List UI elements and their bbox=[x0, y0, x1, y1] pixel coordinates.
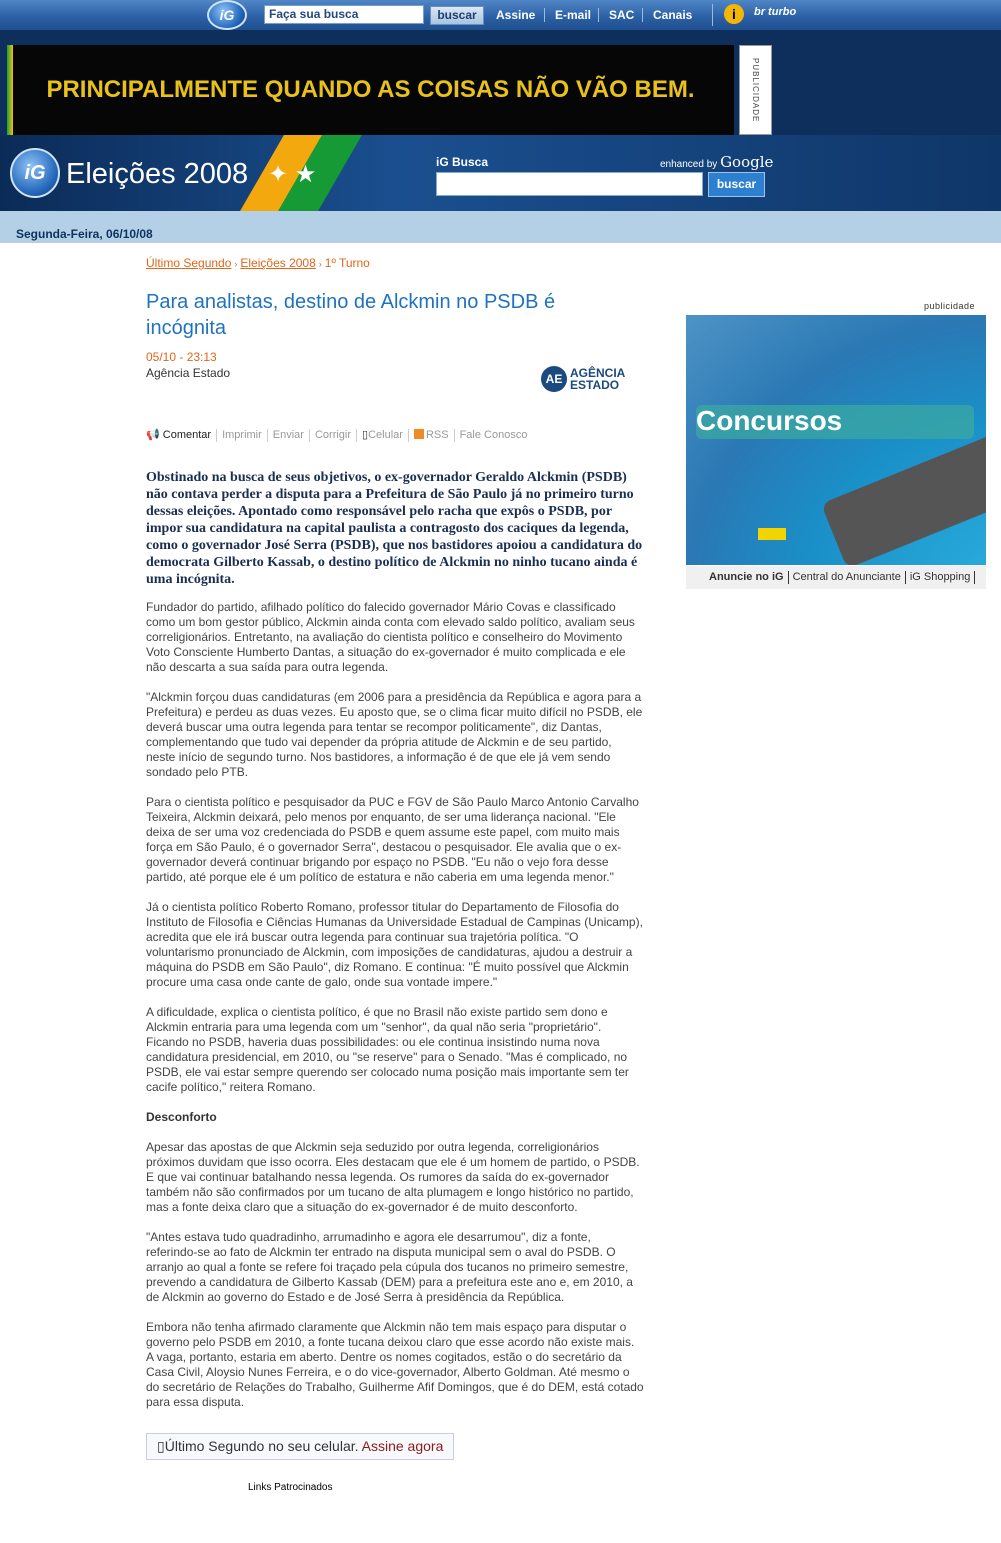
header-search-button[interactable]: buscar bbox=[708, 172, 765, 197]
ae-line1: AGÊNCIA bbox=[570, 366, 626, 380]
sidebar-ad[interactable] bbox=[686, 315, 986, 565]
current-date: Segunda-Feira, 06/10/08 bbox=[16, 227, 153, 241]
megaphone-icon: 📢 bbox=[146, 429, 160, 441]
breadcrumb-current: 1º Turno bbox=[324, 256, 370, 270]
publicidade-label: PUBLICIDADE bbox=[751, 57, 760, 123]
article-tools bbox=[146, 429, 532, 442]
rss-icon bbox=[414, 429, 424, 439]
banner-text: PRINCIPALMENTE QUANDO AS COISAS NÃO VÃO BEM. bbox=[46, 76, 695, 103]
info-icon[interactable]: i bbox=[724, 4, 744, 24]
enhanced-by-text: enhanced by bbox=[660, 159, 718, 170]
breadcrumb bbox=[146, 256, 370, 270]
link-central-anunciante[interactable]: Central do Anunciante bbox=[789, 571, 906, 584]
ig-header-logo[interactable]: iG bbox=[10, 148, 60, 198]
ad-text: Concursos bbox=[696, 405, 843, 436]
link-email[interactable]: E-mail bbox=[555, 8, 592, 22]
highlighter-pen-image bbox=[821, 421, 986, 565]
section-title[interactable]: Eleições 2008 bbox=[66, 158, 249, 190]
link-anuncie[interactable]: Anuncie no iG bbox=[705, 571, 789, 584]
mobile-promo bbox=[146, 1433, 454, 1460]
paragraph: "Antes estava tudo quadradinho, arrumadinho e agora ele desarrumou", diz a fonte, referindo-se ao fato de Alckmin ter entrado na disputa municipal sem o aval do PSDB. O arranjo ao qual a fonte se refere foi traçado pela cúpula dos tucanos no primeiro semestre, prevendo a candidatura de Gilberto Kassab (DEM) para a prefeitura este ano e, em 2010, a de Alckmin ao governo do Estado e de José Serra à presidência da República. bbox=[146, 1230, 633, 1304]
link-assine[interactable]: Assine bbox=[496, 8, 536, 22]
contact-button[interactable]: Fale Conosco bbox=[454, 429, 533, 442]
top-search-button[interactable]: buscar bbox=[430, 6, 484, 25]
breadcrumb-ultimo-segundo[interactable]: Último Segundo bbox=[146, 256, 232, 270]
ae-mark: AE bbox=[541, 366, 567, 392]
comment-button[interactable] bbox=[146, 429, 216, 442]
ae-wordmark bbox=[570, 367, 625, 391]
article-lead: Obstinado na busca de seus objetivos, o ex-governador Geraldo Alckmin (PSDB) não contava perder a disputa para a Prefeitura de São Paulo já no primeiro turno dessas eleições. Apontado como responsável pelo racha que expôs o PSDB, por impor sua candidatura na capital paulista a contragosto dos caciques da legenda, como o governador José Serra (PSDB), que nos bastidores apoiou a candidatura do democrata Gilberto Kassab, o destino político de Alckmin no ninho tucano ainda é uma incógnita. bbox=[146, 470, 643, 587]
chevron-right-icon: › bbox=[318, 259, 322, 269]
link-canais[interactable]: Canais bbox=[653, 8, 693, 22]
chevron-right-icon: › bbox=[234, 259, 238, 269]
separator bbox=[642, 8, 643, 22]
paragraph: A dificuldade, explica o cientista político, é que no Brasil não existe partido sem dono e Alckmin entraria para uma legenda com um "senhor", da qual não seria "proprietário". Ficando no PSDB, haveria duas possibilidades: ou ele continua insistindo numa nova candidatura presidencial, em 2010, ou "se reserve" para o Senado. "Mas é complicado, no PSDB, ele vai estar sempre querendo ser colocado numa posição mais importante sem ter cacife político," reitera Romano. bbox=[146, 1005, 629, 1094]
article-source: Agência Estado bbox=[146, 366, 231, 380]
sponsored-links-heading: Links Patrocinados bbox=[248, 1482, 333, 1493]
google-logo: Google bbox=[720, 153, 774, 171]
paragraph: "Alckmin forçou duas candidaturas (em 2006 para a presidência da República e agora para a Prefeitura) e perdeu as duas vezes. Eu aposto que, se o clima ficar muito difícil no PSDB, ele deverá buscar uma outra legenda para tentar se recompor politicamente", diz Dantas, complementando que tudo vai depender da própria atitude de Alckmin e de seu partido, neste início de segundo turno. Nos bastidores, a informação é de que ele já vem sendo sondado pelo PTB. bbox=[146, 690, 643, 779]
ae-line2: ESTADO bbox=[570, 378, 620, 392]
search-label: iG Busca bbox=[436, 155, 489, 169]
mobile-label: Celular bbox=[368, 429, 403, 441]
article-title: Para analistas, destino de Alckmin no PSDB é incógnita bbox=[146, 291, 556, 339]
ad-label: publicidade bbox=[924, 301, 976, 311]
link-sac[interactable]: SAC bbox=[609, 8, 635, 22]
rss-button[interactable] bbox=[408, 429, 454, 442]
paragraph: Embora não tenha afirmado claramente que Alckmin não tem mais espaço para disputar o governo pelo PSDB em 2010, a fonte tucana deixou claro que esse acordo não existe mais. A vaga, portanto, estaria em aberto. Dentre os nomes cogitados, estão o do secretário da Casa Civil, Aloysio Nunes Ferreira, e o do vice-governador, Alberto Goldman. Até mesmo o do secretário de Relações do Trabalho, Guilherme Afif Domingos, que é do DEM, está cotado para essa disputa. bbox=[146, 1320, 644, 1409]
google-branding bbox=[660, 153, 773, 171]
subheading: Desconforto bbox=[146, 1110, 217, 1124]
ad-links bbox=[686, 566, 986, 589]
paragraph: Já o cientista político Roberto Romano, professor titular do Departamento de Filosofia do Instituto de Filosofia e Ciências Humanas da Universidade Estadual de Campinas (Unicamp), acredita que ele irá buscar outra legenda para continuar sua trajetória política. "O voluntarismo pronunciado de Alckmin, com imposições de candidaturas, ajudou a destruir a máquina do PSDB em São Paulo", diz Romano. E continua: "É muito possível que Alckmin procure uma casa onde cante de galo, onde sua vontade impere." bbox=[146, 900, 643, 989]
article-time: 05/10 - 23:13 bbox=[146, 350, 217, 364]
paragraph: Para o cientista político e pesquisador da PUC e FGV de São Paulo Marco Antonio Carvalho Teixeira, Alckmin deixará, pelo menos por enquanto, de ser uma liderança nacional. "Ele deixa de ser uma voz credenciada do PSDB e quem assume este papel, com muito mais força em São Paulo, é o governador Serra", destacou o pesquisador. Ele avalia que o ex-governador deverá continuar brigando por espaço no PSDB. "Eu não o vejo fora desse partido, até porque ele é um político de estatura e não caberia em uma legenda menor." bbox=[146, 795, 639, 884]
brturbo-logo[interactable]: br turbo bbox=[754, 6, 797, 18]
print-button[interactable]: Imprimir bbox=[216, 429, 267, 442]
stars-icon: ✦ ★ bbox=[268, 161, 317, 188]
paragraph: Fundador do partido, afilhado político do falecido governador Mário Covas e classificado como um bom gestor público, Alckmin ainda conta com elevado saldo político, avaliam seus correligionários. Entretanto, na avaliação do cientista político e conselheiro do Movimento Voto Consciente Humberto Dantas, a situação do ex-governador é muito complicada e ele não descarta a sua saída para outra legenda. bbox=[146, 600, 635, 674]
agencia-estado-logo bbox=[541, 366, 625, 392]
cellphone-icon: ▯ bbox=[157, 1438, 165, 1454]
correct-button[interactable]: Corrigir bbox=[309, 429, 356, 442]
top-search-input[interactable]: Faça sua busca bbox=[264, 5, 424, 24]
header-search-input[interactable] bbox=[436, 172, 703, 196]
paragraph: Apesar das apostas de que Alckmin seja seduzido por outra legenda, correligionários próximos duvidam que isso ocorra. Eles destacam que ele é um homem de partido, o PSDB. E que vai continuar batalhando nessa legenda. Os rumores da saída do ex-governador também não são confirmados por um tucano de alta plumagem e longo histórico no partido, mas a fonte deixa claro que a situação do ex-governador é de muito desconforto. bbox=[146, 1140, 640, 1214]
separator bbox=[712, 4, 713, 26]
rss-label: RSS bbox=[425, 429, 449, 441]
separator bbox=[598, 8, 599, 22]
ig-logo[interactable]: iG bbox=[207, 0, 247, 30]
ad-banner[interactable] bbox=[7, 45, 734, 135]
comment-label: Comentar bbox=[162, 429, 212, 441]
banner-side-label bbox=[739, 45, 772, 135]
article-content bbox=[146, 469, 644, 1513]
link-ig-shopping[interactable]: iG Shopping bbox=[906, 571, 976, 584]
mobile-button[interactable] bbox=[356, 429, 408, 442]
cellphone-icon: ▯ bbox=[362, 429, 369, 441]
subscribe-link[interactable]: Assine agora bbox=[361, 1438, 444, 1454]
separator bbox=[544, 8, 545, 22]
pen-tip bbox=[758, 528, 786, 540]
promo-text: Último Segundo no seu celular. bbox=[164, 1438, 359, 1454]
breadcrumb-eleicoes[interactable]: Eleições 2008 bbox=[240, 256, 316, 270]
send-button[interactable]: Enviar bbox=[267, 429, 309, 442]
article-body bbox=[146, 600, 644, 1410]
